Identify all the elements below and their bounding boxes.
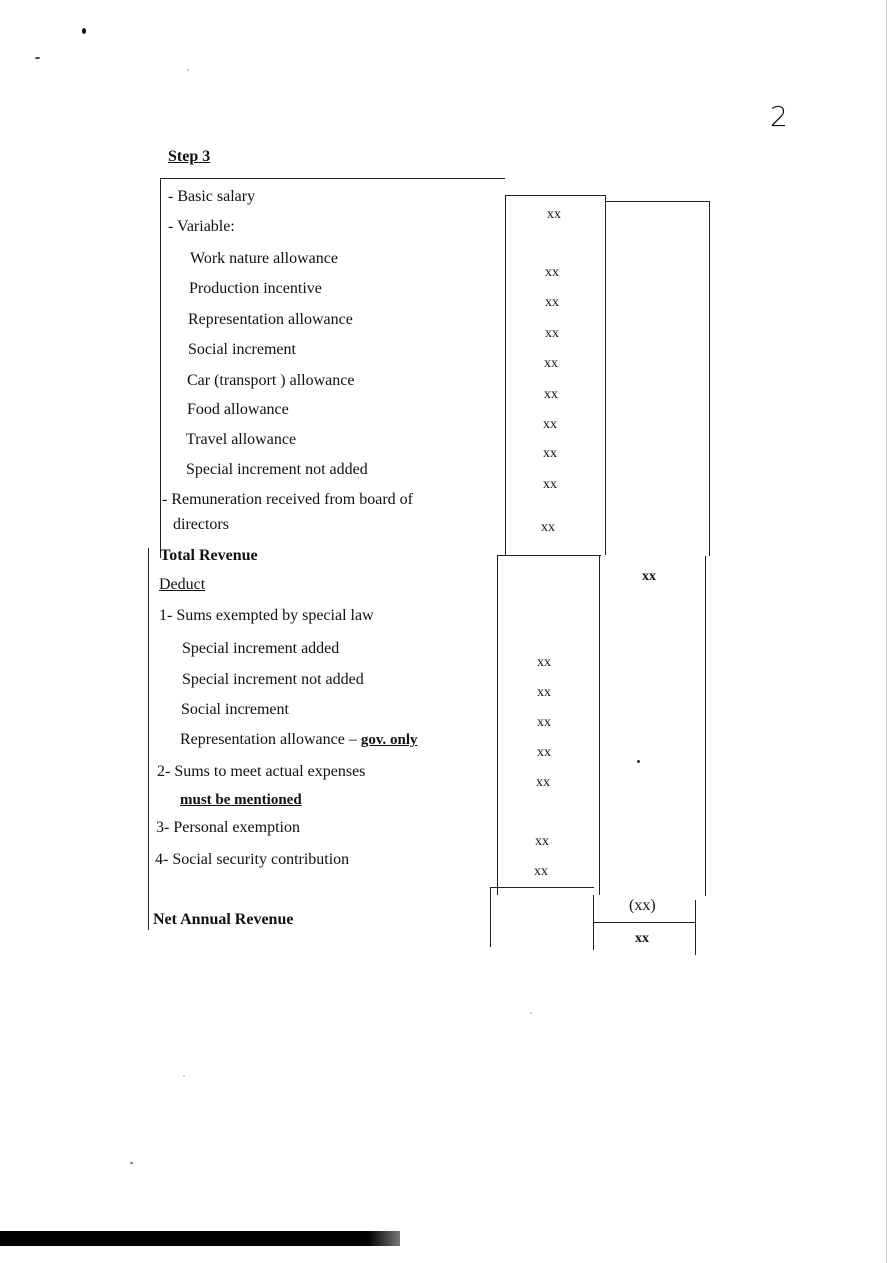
variable-label: - Variable:: [168, 218, 235, 235]
deduct-item-1: 1- Sums exempted by special law: [159, 607, 374, 624]
deduct-sub-value: xx: [537, 715, 551, 730]
total-revenue-label: Total Revenue: [160, 547, 258, 564]
deduct-heading: Deduct: [159, 576, 206, 593]
deduct-item-4-value: xx: [534, 864, 548, 879]
net-annual-revenue-label: Net Annual Revenue: [153, 911, 294, 928]
income-sub-value: xx: [545, 326, 559, 341]
deduct-item-2-value: xx: [536, 775, 550, 790]
income-sub-item: Social increment: [188, 341, 296, 358]
deduct-item-2: 2- Sums to meet actual expenses: [157, 763, 366, 780]
page-number: 2: [770, 100, 788, 133]
income-sub-item: Travel allowance: [186, 431, 297, 448]
deduct-sub-value: xx: [537, 745, 551, 760]
basic-salary-label: - Basic salary: [168, 188, 256, 205]
deduct-sub-item: Social increment: [181, 701, 289, 718]
scan-bottom-bar: [0, 1231, 400, 1246]
income-sub-item: Food allowance: [187, 401, 289, 418]
remuneration-label-cont: directors: [173, 516, 229, 533]
income-sub-item: Car (transport ) allowance: [187, 372, 355, 389]
net-annual-revenue-value: xx: [635, 931, 649, 946]
income-sub-value: xx: [545, 295, 559, 310]
must-be-mentioned-note: must be mentioned: [180, 792, 302, 808]
scan-edge-line: [886, 0, 887, 1263]
remuneration-value: xx: [541, 520, 555, 535]
income-sub-value: xx: [545, 265, 559, 280]
income-sub-value: xx: [543, 446, 557, 461]
basic-salary-value: xx: [547, 207, 561, 222]
deduct-sub-item-text: Representation allowance –: [180, 731, 357, 748]
deduct-sub-value: xx: [537, 655, 551, 670]
income-sub-value: xx: [543, 477, 557, 492]
income-sub-value: xx: [544, 356, 558, 371]
deduct-item-3: 3- Personal exemption: [156, 819, 300, 836]
income-sub-value: xx: [543, 417, 557, 432]
gov-only-note: gov. only: [360, 732, 418, 748]
total-deductions-value: (xx): [629, 897, 656, 914]
deduct-item-4: 4- Social security contribution: [155, 851, 350, 868]
deduct-sub-item: Special increment not added: [182, 671, 364, 688]
income-sub-item: Work nature allowance: [190, 250, 338, 267]
income-sub-item: Production incentive: [189, 280, 322, 297]
income-sub-item: Representation allowance: [188, 311, 353, 328]
deduct-sub-item: Special increment added: [182, 640, 340, 657]
step-title: Step 3: [168, 148, 211, 165]
income-sub-item: Special increment not added: [186, 461, 368, 478]
remuneration-label: - Remuneration received from board of: [162, 491, 414, 508]
deduct-sub-item: [180, 731, 418, 749]
deduct-item-3-value: xx: [535, 834, 549, 849]
income-sub-value: xx: [544, 387, 558, 402]
total-revenue-value: xx: [642, 569, 656, 584]
deduct-sub-value: xx: [537, 685, 551, 700]
